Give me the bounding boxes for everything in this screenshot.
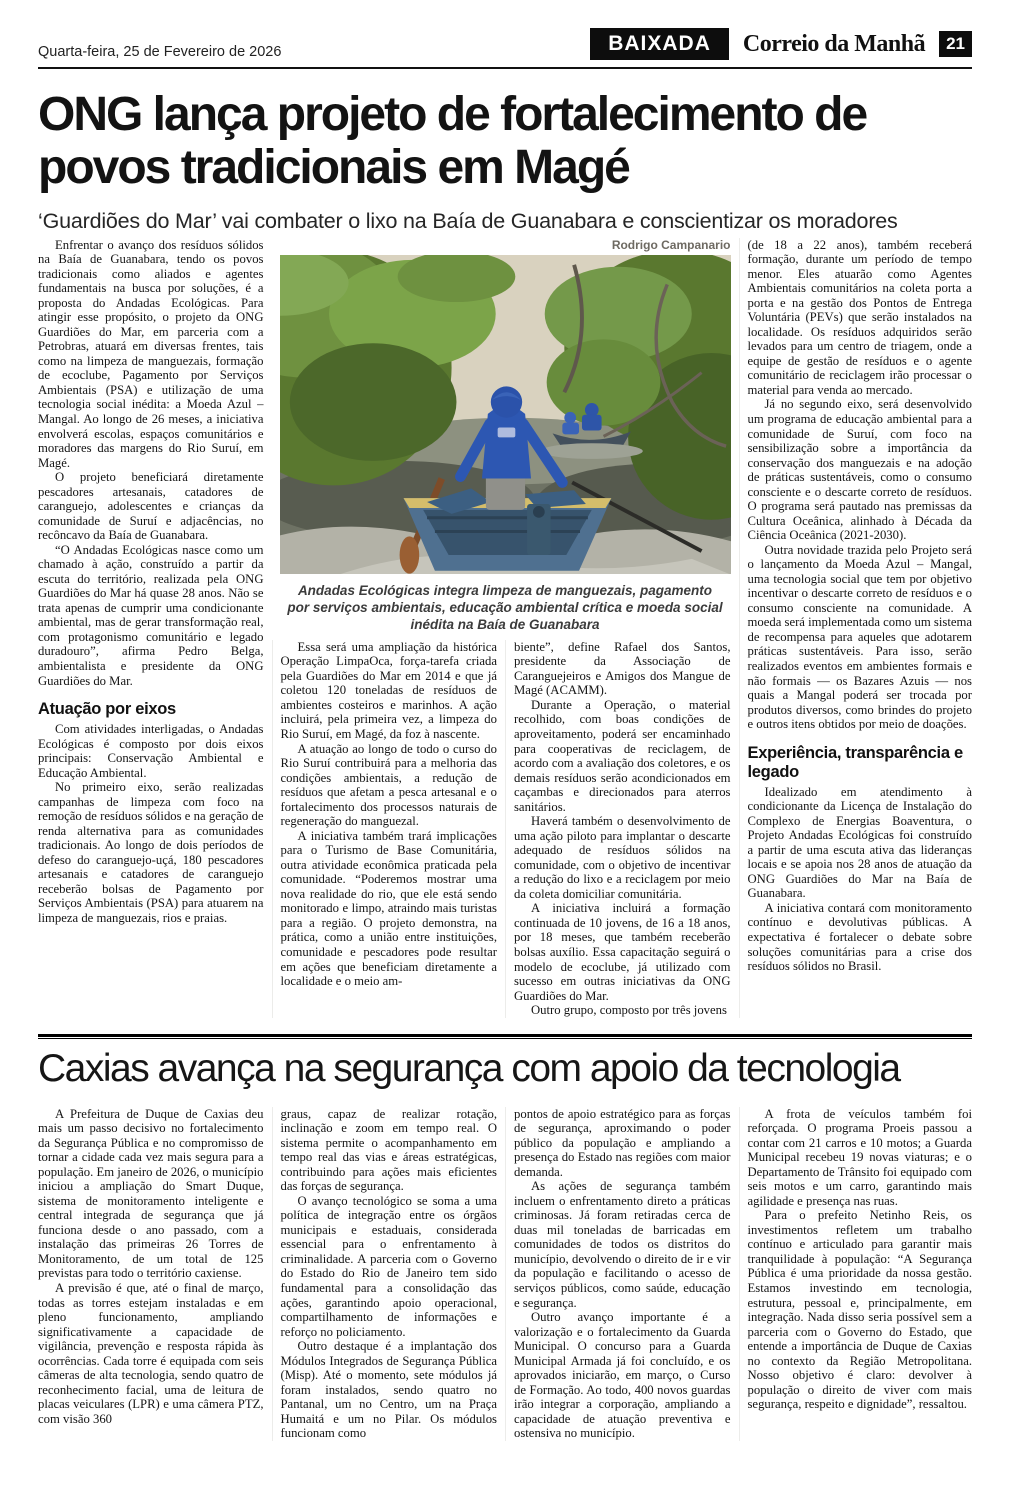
- paragraph: Outra novidade trazida pelo Projeto será o lançamento da Moeda Azul – Mangal, uma tecnologia social que tem por objetivo incentivar o descarte correto de resíduos e o consumo consciente na comunidade. A moeda será implementada como um sistema de recompensa para aqueles que adotarem práticas sustentáveis. Para isso, serão realizados eventos em ambientes formais e não formais — os Bazares Azuis — nos quais a Mangal poderá ser trocada por produtos diversos, como brindes do projeto e outros itens obtidos por meio de doações.: [747, 542, 972, 732]
- article-divider-rule: [38, 1034, 972, 1039]
- masthead: [38, 28, 972, 69]
- section-badge: BAIXADA: [590, 28, 729, 60]
- article1-deck: ‘Guardiões do Mar’ vai combater o lixo na Baía de Guanabara e conscientizar os moradores: [38, 208, 898, 233]
- article1-column-3: [505, 640, 739, 1018]
- paragraph: No primeiro eixo, serão realizadas campanhas de limpeza com foco na remoção de resíduos sólidos e na geração de renda alternativa para as comunidades tradicionais. Ao longo de dois períodos de defeso do caranguejo-uçá, 180 pescadores artesanais e catadores de caranguejo receberão bolsas de Pagamento por Serviços Ambientais (PSA) para atuarem na limpeza de manguezais, rios e praias.: [38, 780, 264, 925]
- paragraph: O projeto beneficiará diretamente pescadores artesanais, catadores de caranguejo, adolescentes e crianças da comunidade de Suruí e adjacências, no recôncavo da Baía de Guanabara.: [38, 470, 264, 543]
- paragraph: A previsão é que, até o final de março, todas as torres estejam instaladas e em pleno funcionamento, ampliando significativamente a capacidade de vigilância, prevenção e resposta rápida às ocorrências. Cada torre é equipada com seis câmeras de alta tecnologia, sendo quatro de reconhecimento facial, uma de leitura de placas veiculares (LPR) e uma câmera PTZ, com visão 360: [38, 1281, 264, 1426]
- paragraph: graus, capaz de realizar rotação, inclinação e zoom em tempo real. O sistema permite o acompanhamento em tempo real das vias e áreas estratégicas, contribuindo para ações mais eficientes das forças de segurança.: [280, 1106, 497, 1194]
- page-number-badge: 21: [939, 31, 972, 57]
- paragraph: pontos de apoio estratégico para as forças de segurança, aproximando o poder público da população e ampliando a presença do Estado nas regiões com maior demanda.: [514, 1106, 731, 1179]
- paragraph: Outro grupo, composto por três jovens: [531, 1003, 727, 1018]
- article1-body: [38, 238, 972, 1018]
- section-subhead: Atuação por eixos: [38, 700, 176, 719]
- article2-body: [38, 1107, 972, 1441]
- article2-column-2: [272, 1107, 506, 1441]
- photo-block: [272, 238, 739, 640]
- paragraph: Outro avanço importante é a valorização e o fortalecimento da Guarda Municipal. O concurso para a Guarda Municipal Armada já foi concluído, e os aprovados iniciarão, em março, o Curso de Formação. Ao todo, 400 novos guardas irão integrar a corporação, ampliando a capacidade de atuação preventiva e ostensiva no município.: [514, 1310, 731, 1441]
- paragraph: Outro destaque é a implantação dos Módulos Integrados de Segurança Pública (Misp). Até o momento, sete módulos já foram instalados, sendo quatro no Pantanal, um no Centro, um na Praça Humaitá e um no Pilar. Os módulos funcionam como: [280, 1339, 497, 1441]
- paragraph: A Prefeitura de Duque de Caxias deu mais um passo decisivo no fortalecimento da Segurança Pública e no compromisso de tornar a cidade cada vez mais segura para a população. Em janeiro de 2026, o município iniciou a ampliação do Smart Duque, sistema de monitoramento inteligente e central integrada de segurança que já funciona desde o ano passado, com a instalação das primeiras 26 Torres de Monitoramento, de um total de 125 previstas para todo o território caxiense.: [38, 1106, 264, 1281]
- paragraph: Com atividades interligadas, o Andadas Ecológicas é composto por dois eixos principais: Conservação Ambiental e Educação Ambiental.: [38, 722, 264, 780]
- article-photo: [280, 255, 731, 575]
- newspaper-name: Correio da Manhã: [742, 30, 926, 57]
- paragraph: A frota de veículos também foi reforçada. O programa Proeis passou a contar com 21 carros e 10 motos; a Guarda Municipal recebeu 19 novas viaturas; e o Departamento de Trânsito foi equipado com seis motos e um carro, garantindo mais agilidade e presença nas ruas.: [747, 1106, 972, 1208]
- paragraph: A iniciativa também trará implicações para o Turismo de Base Comunitária, outra atividade econômica praticada pela comunidade. “Poderemos mostrar uma nova realidade do rio, que ele está sendo monitorado e limpo, atraindo mais turistas para a região. O projeto demonstra, na prática, como a união entre instituições, comunidade e pescadores pode resultar em ações que beneficiam diretamente a localidade e o meio am-: [280, 828, 497, 989]
- paragraph: As ações de segurança também incluem o enfrentamento direto a práticas criminosas. Já foram retiradas cerca de duas mil toneladas de barricadas em comunidades de todos os distritos do município, devolvendo o direito de ir e vir da população e facilitando o acesso de serviços públicos, como saúde, educação e segurança.: [514, 1179, 731, 1310]
- paragraph: Essa será uma ampliação da histórica Operação LimpaOca, força-tarefa criada pela Guardiões do Mar em 2014 e que já coletou 120 toneladas de resíduos de ambientes costeiros e marinhos. A ação incluirá, pela primeira vez, a limpeza do Rio Suruí, em Magé, da foz à nascente.: [280, 639, 497, 742]
- article2-column-4: [739, 1107, 973, 1441]
- photo-credit: Rodrigo Campanario: [611, 237, 731, 252]
- paragraph: A iniciativa incluirá a formação continuada de 10 jovens, de 16 a 18 anos, por 18 meses, que também receberão bolsas auxílio. Essa capacitação seguirá o modelo de ecoclube, já utilizado com sucesso em outras iniciativas da ONG Guardiões do Mar.: [514, 901, 731, 1003]
- paragraph: Enfrentar o avanço dos resíduos sólidos na Baía de Guanabara, tendo os povos tradicionais como aliados e agentes fundamentais na busca por soluções, é a proposta do Andadas Ecológicas. Para atingir esse propósito, o projeto da ONG Guardiões do Mar, em parceria com a Petrobras, atuará em diversas frentes, tais como na limpeza de manguezais, formação de ecoclube, Pagamento por Serviços Ambientais (PSA) e utilização de uma tecnologia social inédita: a Moeda Azul – Mangal. Ao longo de 26 meses, a iniciativa envolverá escolas, espaços comunitários e moradores das margens do Rio Suruí, em Magé.: [38, 237, 264, 470]
- article2-column-3: [505, 1107, 739, 1441]
- article1-column-2: [272, 640, 506, 1018]
- paragraph: Para o prefeito Netinho Reis, os investimentos refletem um trabalho contínuo e articulado para garantir mais tranquilidade à população: “A Segurança Pública é uma prioridade da nossa gestão. Estamos investindo em tecnologia, estrutura, pessoal e, principalmente, em integração. Nada disso seria possível sem a parceria com o Governo do Estado, que entende a importância de Duque de Caxias no contexto da Região Metropolitana. Nosso objetivo é claro: devolver à população o direito de viver com mais segurança, respeito e dignidade”, ressaltou.: [747, 1208, 972, 1412]
- paragraph: Haverá também o desenvolvimento de uma ação piloto para implantar o descarte adequado de resíduos sólidos na comunidade, com o objetivo de incentivar a redução do lixo e a reciclagem por meio da coleta domiciliar comunitária.: [514, 814, 731, 901]
- paragraph: A iniciativa contará com monitoramento contínuo e devolutivas públicas. A expectativa é fortalecer o debate sobre soluções comunitárias para a crise dos resíduos sólidos no Brasil.: [747, 900, 972, 974]
- paragraph: A atuação ao longo de todo o curso do Rio Suruí contribuirá para a melhoria das condições ambientais, a redução de resíduos que afetam a pesca artesanal e o fortalecimento dos processos naturais de regeneração do manguezal.: [280, 741, 497, 829]
- paragraph: Idealizado em atendimento à condicionante da Licença de Instalação do Complexo de Energias Boaventura, o Projeto Andadas Ecológicas foi construído a partir de uma escuta ativa das lideranças locais e se apoia nos 28 anos de atuação da ONG Guardiões do Mar na Baía de Guanabara.: [747, 784, 972, 901]
- paragraph: “O Andadas Ecológicas nasce como um chamado à ação, construído a partir da escuta do território, realizada pela ONG Guardiões do Mar há quase 28 anos. Não se trata apenas de cumprir uma condicionante ambiental, mas de gerar transformação real, com protagonismo comunitário e legado duradouro”, afirma Pedro Belga, ambientalista e presidente da ONG Guardiões do Mar.: [38, 542, 264, 688]
- article2-headline: Caxias avança na segurança com apoio da tecnologia: [38, 1046, 900, 1090]
- paragraph: (de 18 a 22 anos), também receberá formação, durante um período de tempo menor. Eles atuarão como Agentes Ambientais comunitários na coleta porta a porta e na gestão dos Pontos de Entrega Voluntária (PEVs) que serão instalados na localidade. Os resíduos adquiridos serão levados para um centro de triagem, onde a equipe de gestão de resíduos e o agente comunitário de reciclagem irão processar o material para venda ao mercado.: [747, 237, 972, 397]
- paragraph: Durante a Operação, o material recolhido, com boas condições de aproveitamento, poderá ser encaminhado para cooperativas de reciclagem, de acordo com a avaliação dos coletores, e os demais resíduos serão acondicionados em caçambas e direcionados para aterros sanitários.: [514, 697, 731, 814]
- paragraph: biente”, define Rafael dos Santos, presidente da Associação de Caranguejeiros e Amigos dos Mangue de Magé (ACAMM).: [514, 639, 731, 698]
- article1-column-4: [739, 238, 973, 1018]
- mangrove-boat-photo: [280, 255, 731, 575]
- section-subhead: Experiência, transparência e legado: [747, 743, 963, 781]
- photo-caption: Andadas Ecológicas integra limpeza de manguezais, pagamento por serviços ambientais, educação ambiental crítica e moeda social inédita na Baía de Guanabara: [287, 583, 723, 632]
- article1-headline: ONG lança projeto de fortalecimento de povos tradicionais em Magé: [38, 88, 867, 194]
- article1-column-1: [38, 238, 272, 1018]
- masthead-date: Quarta-feira, 25 de Fevereiro de 2026: [38, 44, 282, 60]
- paragraph: Já no segundo eixo, será desenvolvido um programa de educação ambiental para a comunidade de Suruí, com foco na sensibilização sobre a importância da conservação dos manguezais e na adoção de práticas sustentáveis, como o consumo consciente e o descarte correto de resíduos. O programa será pautado nas premissas da Cultura Oceânica, alinhado à Década da Ciência Oceânica (2021-2030).: [747, 397, 972, 543]
- article2-column-1: [38, 1107, 272, 1441]
- masthead-right: [590, 28, 972, 60]
- paragraph: O avanço tecnológico se soma a uma política de integração entre os órgãos municipais e estaduais, considerada essencial para o enfrentamento à criminalidade. A parceria com o Governo do Estado do Rio de Janeiro tem sido fundamental para a consolidação das ações, garantindo apoio operacional, compartilhamento de informações e reforço no policiamento.: [280, 1193, 497, 1339]
